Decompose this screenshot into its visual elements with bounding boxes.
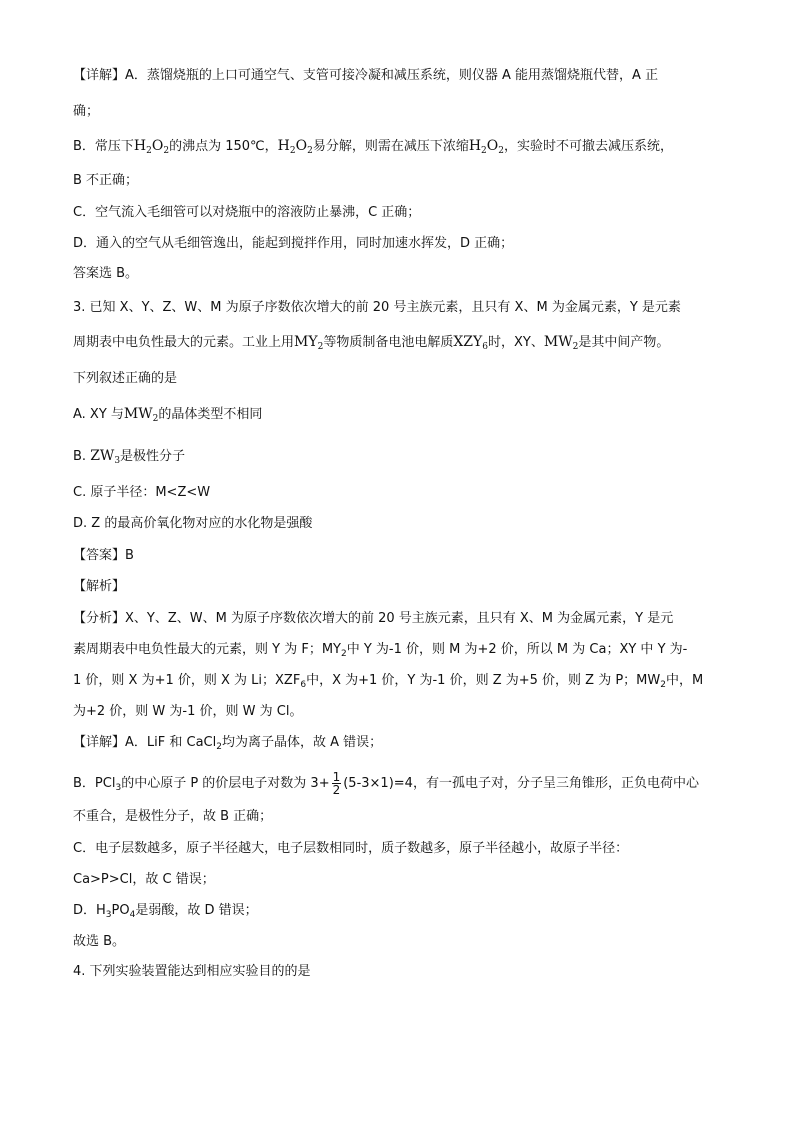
detail-line-b-cont: B 不正确； — [73, 173, 139, 188]
formula-my2: $MY_2$ — [294, 334, 324, 352]
q3-option-a: A. XY 与$MW_2$的晶体类型不相同 — [73, 406, 263, 424]
detail3-line-d: D．$H_3PO_4$是弱酸，故 D 错误； — [73, 903, 258, 920]
formula-xzy6: $XZY_6$ — [453, 334, 489, 352]
formula-mw2: $MW_2$ — [123, 406, 159, 424]
analysis-line1: 【分析】X、Y、Z、W、M 为原子序数依次增大的前 20 号主族元素，且只有 X、M 为金属元素，Y 是元 — [73, 611, 674, 626]
q3-option-b: B. $ZW_3$是极性分子 — [73, 448, 186, 466]
detail3-line-c: C．电子层数越多，原子半径越大，电子层数相同时，质子数越多，原子半径越小，故原子半径： — [73, 841, 629, 856]
detail-line-a-cont: 确； — [73, 104, 100, 119]
formula-h2o2: $H_2O_2$ — [468, 138, 504, 156]
analysis-line2: 素周期表中电负性最大的元素，则 Y 为 F；$MY_2$中 Y 为-1 价，则 M 为+2 价，所以 M 为 Ca；XY 中 Y 为- — [73, 642, 688, 659]
detail3-line-c-cont: Ca>P>Cl，故 C 错误； — [73, 872, 215, 887]
answer-line: 答案选 B。 — [73, 266, 139, 281]
formula-zw3: $ZW_3$ — [90, 448, 121, 466]
formula-mw2: $MW_2$ — [543, 334, 579, 352]
answer-tag: 【答案】B — [73, 548, 134, 563]
analysis-tag: 【解析】 — [73, 579, 126, 594]
detail-line-c: C．空气流入毛细管可以对烧瓶中的溶液防止暴沸，C 正确； — [73, 205, 421, 220]
detail-line-a: 【详解】A．蒸馏烧瓶的上口可通空气、支管可接冷凝和减压系统，则仪器 A 能用蒸馏烧瓶代替，A 正 — [73, 68, 659, 83]
analysis-line3: 1 价，则 X 为+1 价，则 X 为 Li；$XZF_6$中，X 为+1 价，Y 为-1 价，则 Z 为+5 价，则 Z 为 P；$MW_2$中，M — [73, 673, 704, 690]
q3-stem-line3: 下列叙述正确的是 — [73, 371, 178, 386]
analysis-line4: 为+2 价，则 W 为-1 价，则 W 为 Cl。 — [73, 704, 303, 719]
q3-stem-line1: 3. 已知 X、Y、Z、W、M 为原子序数依次增大的前 20 号主族元素，且只有 X、M 为金属元素，Y 是元素 — [73, 300, 681, 315]
formula-h2o2: $H_2O_2$ — [277, 138, 313, 156]
final-answer: 故选 B。 — [73, 934, 126, 949]
q3-option-c: C. 原子半径：M<Z<W — [73, 485, 211, 500]
q3-option-d: D. Z 的最高价氧化物对应的水化物是强酸 — [73, 516, 313, 531]
detail3-line-b: B．PCl$_3$的中心原子 P 的价层电子对数为 3+ $\frac{1}{2}$ (5-3×1)=4，有一孤电子对，分子呈三角锥形，正负电荷中心 — [73, 770, 699, 797]
detail-line-b: B．常压下$H_2O_2$的沸点为 150℃，$H_2O_2$易分解，则需在减压下浓缩$H_2O_2$，实验时不可撤去减压系统， — [73, 138, 674, 156]
detail3-line-a: 【详解】A．LiF 和 CaCl$_2$均为离子晶体，故 A 错误； — [73, 735, 383, 752]
detail-line-d: D．通入的空气从毛细管逸出，能起到搅拌作用，同时加速水挥发，D 正确； — [73, 236, 514, 251]
formula-h2o2: $H_2O_2$ — [133, 138, 170, 156]
q4-stem: 4. 下列实验装置能达到相应实验目的的是 — [73, 964, 311, 979]
fraction-one-half: $\frac{1}{2}$ — [332, 770, 341, 797]
detail3-line-b-cont: 不重合，是极性分子，故 B 正确； — [73, 809, 273, 824]
q3-stem-line2: 周期表中电负性最大的元素。工业上用$MY_2$等物质制备电池电解质$XZY_6$时，XY、$MW_2$是其中间产物。 — [73, 334, 670, 352]
